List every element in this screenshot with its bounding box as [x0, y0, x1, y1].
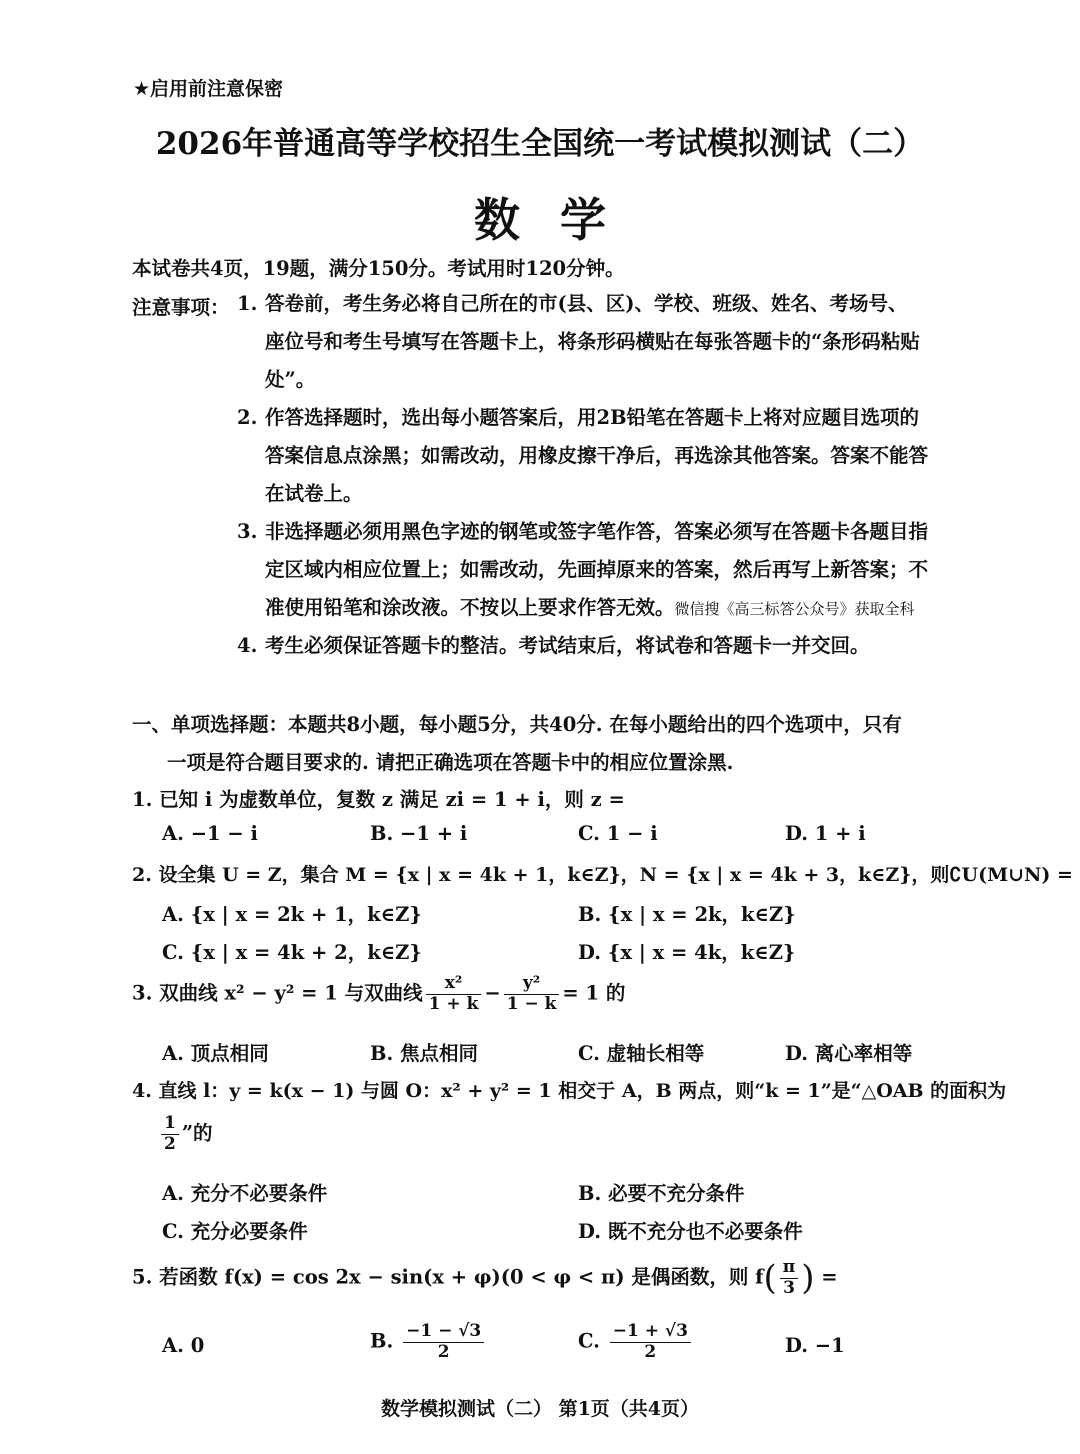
fraction-denominator: 2: [164, 1133, 176, 1154]
q5-option-b-fraction: [403, 1322, 484, 1362]
q5-option-b: [370, 1322, 487, 1362]
note-item-3-cont: [265, 550, 928, 589]
q1-option-d: D. 1 + i: [785, 822, 866, 845]
fraction-denominator: 2: [644, 1341, 657, 1362]
q3-stem-a: 3. 双曲线 x² − y² = 1 与双曲线: [132, 981, 423, 1005]
note-item-4: [237, 626, 870, 665]
note-item-2: [237, 398, 920, 437]
note-line: 定区域内相应位置上；如需改动，先画掉原来的答案，然后再写上新答案；不: [265, 558, 929, 581]
fraction-numerator: y²: [504, 974, 560, 995]
intro-text: 本试卷共4页，19题，满分150分。考试用时120分钟。: [132, 257, 625, 280]
q1-option-c: C. 1 − i: [578, 822, 658, 845]
note-number: 2.: [237, 406, 258, 429]
q3-option-a: A. 顶点相同: [162, 1042, 269, 1065]
note-item-3: [237, 512, 929, 551]
note-item-1-cont: [265, 322, 920, 361]
q4-option-a: A. 充分不必要条件: [162, 1182, 328, 1205]
watermark-text: 微信搜《高三标答公众号》获取全科: [674, 600, 915, 618]
q2-option-c: C. {x | x = 4k + 2，k∈Z}: [162, 941, 422, 964]
q3-option-d: D. 离心率相等: [785, 1042, 913, 1065]
question-1-stem: 1. 已知 i 为虚数单位，复数 z 满足 zi = 1 + i，则 z =: [132, 788, 625, 811]
q2-option-a: A. {x | x = 2k + 1，k∈Z}: [162, 903, 422, 926]
confidential-notice: ★启用前注意保密: [133, 78, 284, 100]
option-label: B.: [370, 1329, 394, 1353]
note-item-2-cont: [265, 436, 928, 475]
note-number: 4.: [237, 634, 258, 657]
notes-label: 注意事项：: [132, 296, 230, 319]
question-2-stem: 2. 设全集 U = Z，集合 M = {x | x = 4k + 1，k∈Z}，N = {x | x = 4k + 3，k∈Z}，则∁U(M∪N) =: [132, 864, 1073, 886]
section-line-1: 一、单项选择题：本题共8小题，每小题5分，共40分. 在每小题给出的四个选项中，只有: [132, 713, 902, 736]
subject-title: 数学: [474, 193, 646, 247]
fraction-denominator: 1 + k: [428, 993, 479, 1014]
q1-option-b: B. −1 + i: [370, 822, 468, 845]
q4-tail-text: ”的: [181, 1121, 213, 1145]
q5-stem-a: 5. 若函数 f(x) = cos 2x − sin(x + φ)(0 < φ < π) 是偶函数，则 f: [132, 1265, 764, 1289]
note-line: 答卷前，考生务必将自己所在的市(县、区)、学校、班级、姓名、考场号、: [265, 292, 908, 315]
q4-option-d: D. 既不充分也不必要条件: [578, 1220, 803, 1243]
fraction-numerator: −1 − √3: [403, 1322, 484, 1343]
q3-stem-b: = 1 的: [562, 981, 626, 1005]
note-line: 座位号和考生号填写在答题卡上，将条形码横贴在每张答题卡的“条形码粘贴: [265, 330, 920, 353]
fraction-denominator: 2: [437, 1341, 450, 1362]
option-label: C.: [578, 1329, 600, 1353]
note-item-1-cont2: [265, 360, 315, 399]
q3-option-b: B. 焦点相同: [370, 1042, 479, 1065]
fraction-numerator: −1 + √3: [610, 1322, 691, 1343]
fraction-numerator: π: [780, 1258, 798, 1279]
question-5-stem: [132, 1258, 838, 1298]
section-heading: [132, 706, 902, 782]
q3-fraction-2: [504, 974, 560, 1014]
q5-option-c-fraction: [610, 1322, 691, 1362]
note-line: 准使用铅笔和涂改液。不按以上要求作答无效。: [265, 596, 675, 619]
q3-option-c: C. 虚轴长相等: [578, 1042, 705, 1065]
fraction-denominator: 1 − k: [506, 993, 557, 1014]
section-line-2: 一项是符合题目要求的. 请把正确选项在答题卡中的相应位置涂黑.: [167, 751, 734, 774]
left-paren: (: [763, 1258, 777, 1299]
question-4-stem: 4. 直线 l：y = k(x − 1) 与圆 O：x² + y² = 1 相交于 A，B 两点，则“k = 1”是“△OAB 的面积为: [132, 1080, 1007, 1102]
note-line: 作答选择题时，选出每小题答案后，用2B铅笔在答题卡上将对应题目选项的: [265, 406, 920, 429]
note-item-3-cont2: [265, 588, 915, 629]
fraction-numerator: x²: [426, 974, 482, 995]
note-line: 在试卷上。: [265, 482, 363, 505]
right-paren: ): [801, 1258, 815, 1299]
q3-fraction-1: [426, 974, 482, 1014]
q1-option-a: A. −1 − i: [162, 822, 258, 845]
note-line: 考生必须保证答题卡的整洁。考试结束后，将试卷和答题卡一并交回。: [265, 634, 870, 657]
q4-fraction: [161, 1114, 179, 1154]
fraction-denominator: 3: [783, 1277, 795, 1298]
fraction-numerator: 1: [161, 1114, 179, 1135]
note-line: 非选择题必须用黑色字迹的钢笔或签字笔作答，答案必须写在答题卡各题目指: [265, 520, 929, 543]
question-3-stem: [132, 974, 625, 1014]
q4-option-c: C. 充分必要条件: [162, 1220, 308, 1243]
q5-stem-b: =: [814, 1265, 838, 1289]
q2-option-d: D. {x | x = 4k，k∈Z}: [578, 941, 796, 964]
q2-option-b: B. {x | x = 2k，k∈Z}: [578, 903, 796, 926]
exam-title: 2026年普通高等学校招生全国统一考试模拟测试（二）: [155, 126, 925, 162]
q5-option-c: [578, 1322, 694, 1362]
note-number: 1.: [237, 292, 258, 315]
note-item-2-cont2: [265, 474, 363, 513]
page-footer: 数学模拟测试（二） 第1页（共4页）: [380, 1398, 700, 1420]
q3-minus: −: [484, 981, 501, 1005]
note-line: 答案信息点涂黑；如需改动，用橡皮擦干净后，再选涂其他答案。答案不能答: [265, 444, 929, 467]
note-number: 3.: [237, 520, 258, 543]
q5-fraction: [780, 1258, 798, 1298]
q5-option-a: A. 0: [162, 1334, 205, 1357]
question-4-stem-tail: [158, 1114, 213, 1154]
note-item-1: [237, 284, 908, 323]
note-line: 处”。: [265, 368, 316, 391]
q5-option-d: D. −1: [785, 1334, 845, 1357]
q4-option-b: B. 必要不充分条件: [578, 1182, 745, 1205]
